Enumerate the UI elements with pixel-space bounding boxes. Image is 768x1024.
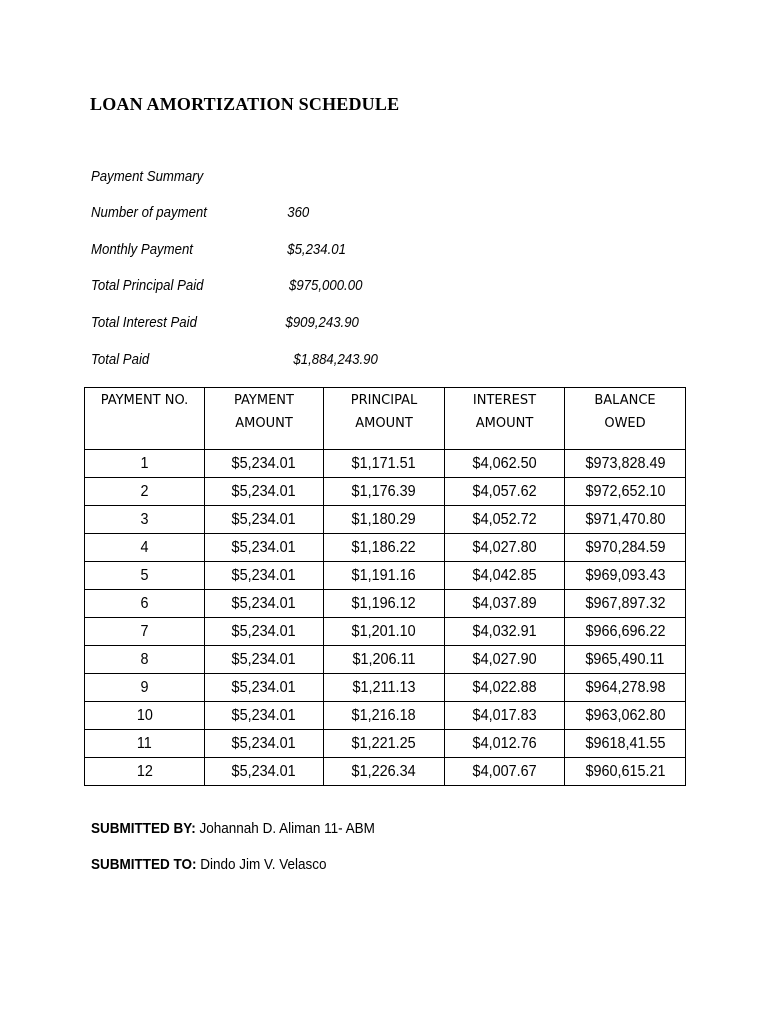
cell-balance-owed: $967,897.32 [565,590,686,618]
cell-interest-amount: $4,022.88 [445,674,565,702]
cell-principal-amount: $1,191.16 [324,562,445,590]
cell-interest-amount: $4,012.76 [445,730,565,758]
cell-balance-owed: $970,284.59 [565,534,686,562]
header-line2: OWED [604,416,646,431]
table-row [85,646,686,674]
header-principal-amount [324,388,445,450]
summary-value: 360 [287,204,310,221]
document-title: LOAN AMORTIZATION SCHEDULE [90,94,400,114]
table-row [85,730,686,758]
table-row [85,590,686,618]
cell-interest-amount: $4,027.90 [445,646,565,674]
cell-payment-amount: $5,234.01 [205,646,324,674]
cell-principal-amount: $1,211.13 [324,674,445,702]
cell-principal-amount: $1,186.22 [324,534,445,562]
cell-payment-no: 12 [85,758,205,786]
summary-value: $909,243.90 [285,314,359,331]
cell-interest-amount: $4,032.91 [445,618,565,646]
submitted-by-label: SUBMITTED BY: [91,820,196,837]
cell-balance-owed: $971,470.80 [565,506,686,534]
cell-payment-no: 6 [85,590,205,618]
header-line1: PAYMENT NO. [100,393,189,408]
cell-interest-amount: $4,037.89 [445,590,565,618]
cell-interest-amount: $4,017.83 [445,702,565,730]
summary-label: Total Paid [91,351,150,368]
submitted-to-label: SUBMITTED TO: [91,856,197,873]
cell-principal-amount: $1,201.10 [324,618,445,646]
header-line2: AMOUNT [235,416,293,431]
cell-payment-no: 1 [85,450,205,478]
cell-payment-amount: $5,234.01 [205,562,324,590]
table-row [85,618,686,646]
cell-interest-amount: $4,057.62 [445,478,565,506]
table-row [85,702,686,730]
cell-principal-amount: $1,176.39 [324,478,445,506]
cell-principal-amount: $1,226.34 [324,758,445,786]
cell-payment-no: 11 [85,730,205,758]
cell-interest-amount: $4,027.80 [445,534,565,562]
cell-payment-amount: $5,234.01 [205,674,324,702]
amortization-table [84,387,686,786]
cell-payment-amount: $5,234.01 [205,590,324,618]
cell-balance-owed: $964,278.98 [565,674,686,702]
cell-balance-owed: $963,062.80 [565,702,686,730]
cell-interest-amount: $4,007.67 [445,758,565,786]
header-line1: BALANCE [594,393,656,408]
table-row [85,450,686,478]
summary-value: $1,884,243.90 [293,351,378,368]
header-interest-amount [445,388,565,450]
submitted-by [91,820,375,837]
submitted-to-value: Dindo Jim V. Velasco [200,856,327,873]
payment-summary-heading-text: Payment Summary [91,168,204,185]
header-line1: PAYMENT [234,393,294,408]
header-payment-amount [205,388,324,450]
cell-payment-no: 3 [85,506,205,534]
cell-balance-owed: $966,696.22 [565,618,686,646]
cell-payment-amount: $5,234.01 [205,506,324,534]
table-header-row [85,388,686,450]
cell-balance-owed: $9618,41.55 [565,730,686,758]
submitted-by-value: Johannah D. Aliman 11- ABM [199,820,375,837]
cell-principal-amount: $1,216.18 [324,702,445,730]
header-line2: AMOUNT [475,416,534,431]
cell-payment-amount: $5,234.01 [205,618,324,646]
cell-payment-no: 8 [85,646,205,674]
cell-interest-amount: $4,062.50 [445,450,565,478]
header-line1: PRINCIPAL [350,393,418,408]
cell-payment-amount: $5,234.01 [205,730,324,758]
submitted-to [91,856,327,873]
cell-balance-owed: $969,093.43 [565,562,686,590]
header-balance-owed [565,388,686,450]
table-row [85,478,686,506]
cell-interest-amount: $4,042.85 [445,562,565,590]
header-line2: AMOUNT [355,416,413,431]
table-row [85,506,686,534]
cell-payment-no: 7 [85,618,205,646]
summary-value: $5,234.01 [287,241,346,258]
cell-payment-amount: $5,234.01 [205,758,324,786]
summary-label: Number of payment [91,204,207,221]
table-row [85,674,686,702]
table-row [85,534,686,562]
cell-payment-amount: $5,234.01 [205,478,324,506]
cell-principal-amount: $1,221.25 [324,730,445,758]
header-payment-no [85,388,205,450]
cell-balance-owed: $973,828.49 [565,450,686,478]
cell-payment-no: 10 [85,702,205,730]
cell-principal-amount: $1,180.29 [324,506,445,534]
summary-label: Total Principal Paid [91,277,204,294]
cell-principal-amount: $1,196.12 [324,590,445,618]
summary-label: Monthly Payment [91,241,193,258]
summary-label: Total Interest Paid [91,314,197,331]
cell-interest-amount: $4,052.72 [445,506,565,534]
cell-payment-no: 9 [85,674,205,702]
cell-balance-owed: $960,615.21 [565,758,686,786]
cell-balance-owed: $965,490.11 [565,646,686,674]
cell-payment-amount: $5,234.01 [205,450,324,478]
cell-payment-amount: $5,234.01 [205,702,324,730]
summary-value: $975,000.00 [289,277,363,294]
cell-payment-no: 5 [85,562,205,590]
cell-principal-amount: $1,206.11 [324,646,445,674]
cell-balance-owed: $972,652.10 [565,478,686,506]
header-line1: INTEREST [472,393,537,408]
cell-payment-no: 2 [85,478,205,506]
cell-payment-no: 4 [85,534,205,562]
cell-principal-amount: $1,171.51 [324,450,445,478]
table-row [85,758,686,786]
cell-payment-amount: $5,234.01 [205,534,324,562]
table-row [85,562,686,590]
